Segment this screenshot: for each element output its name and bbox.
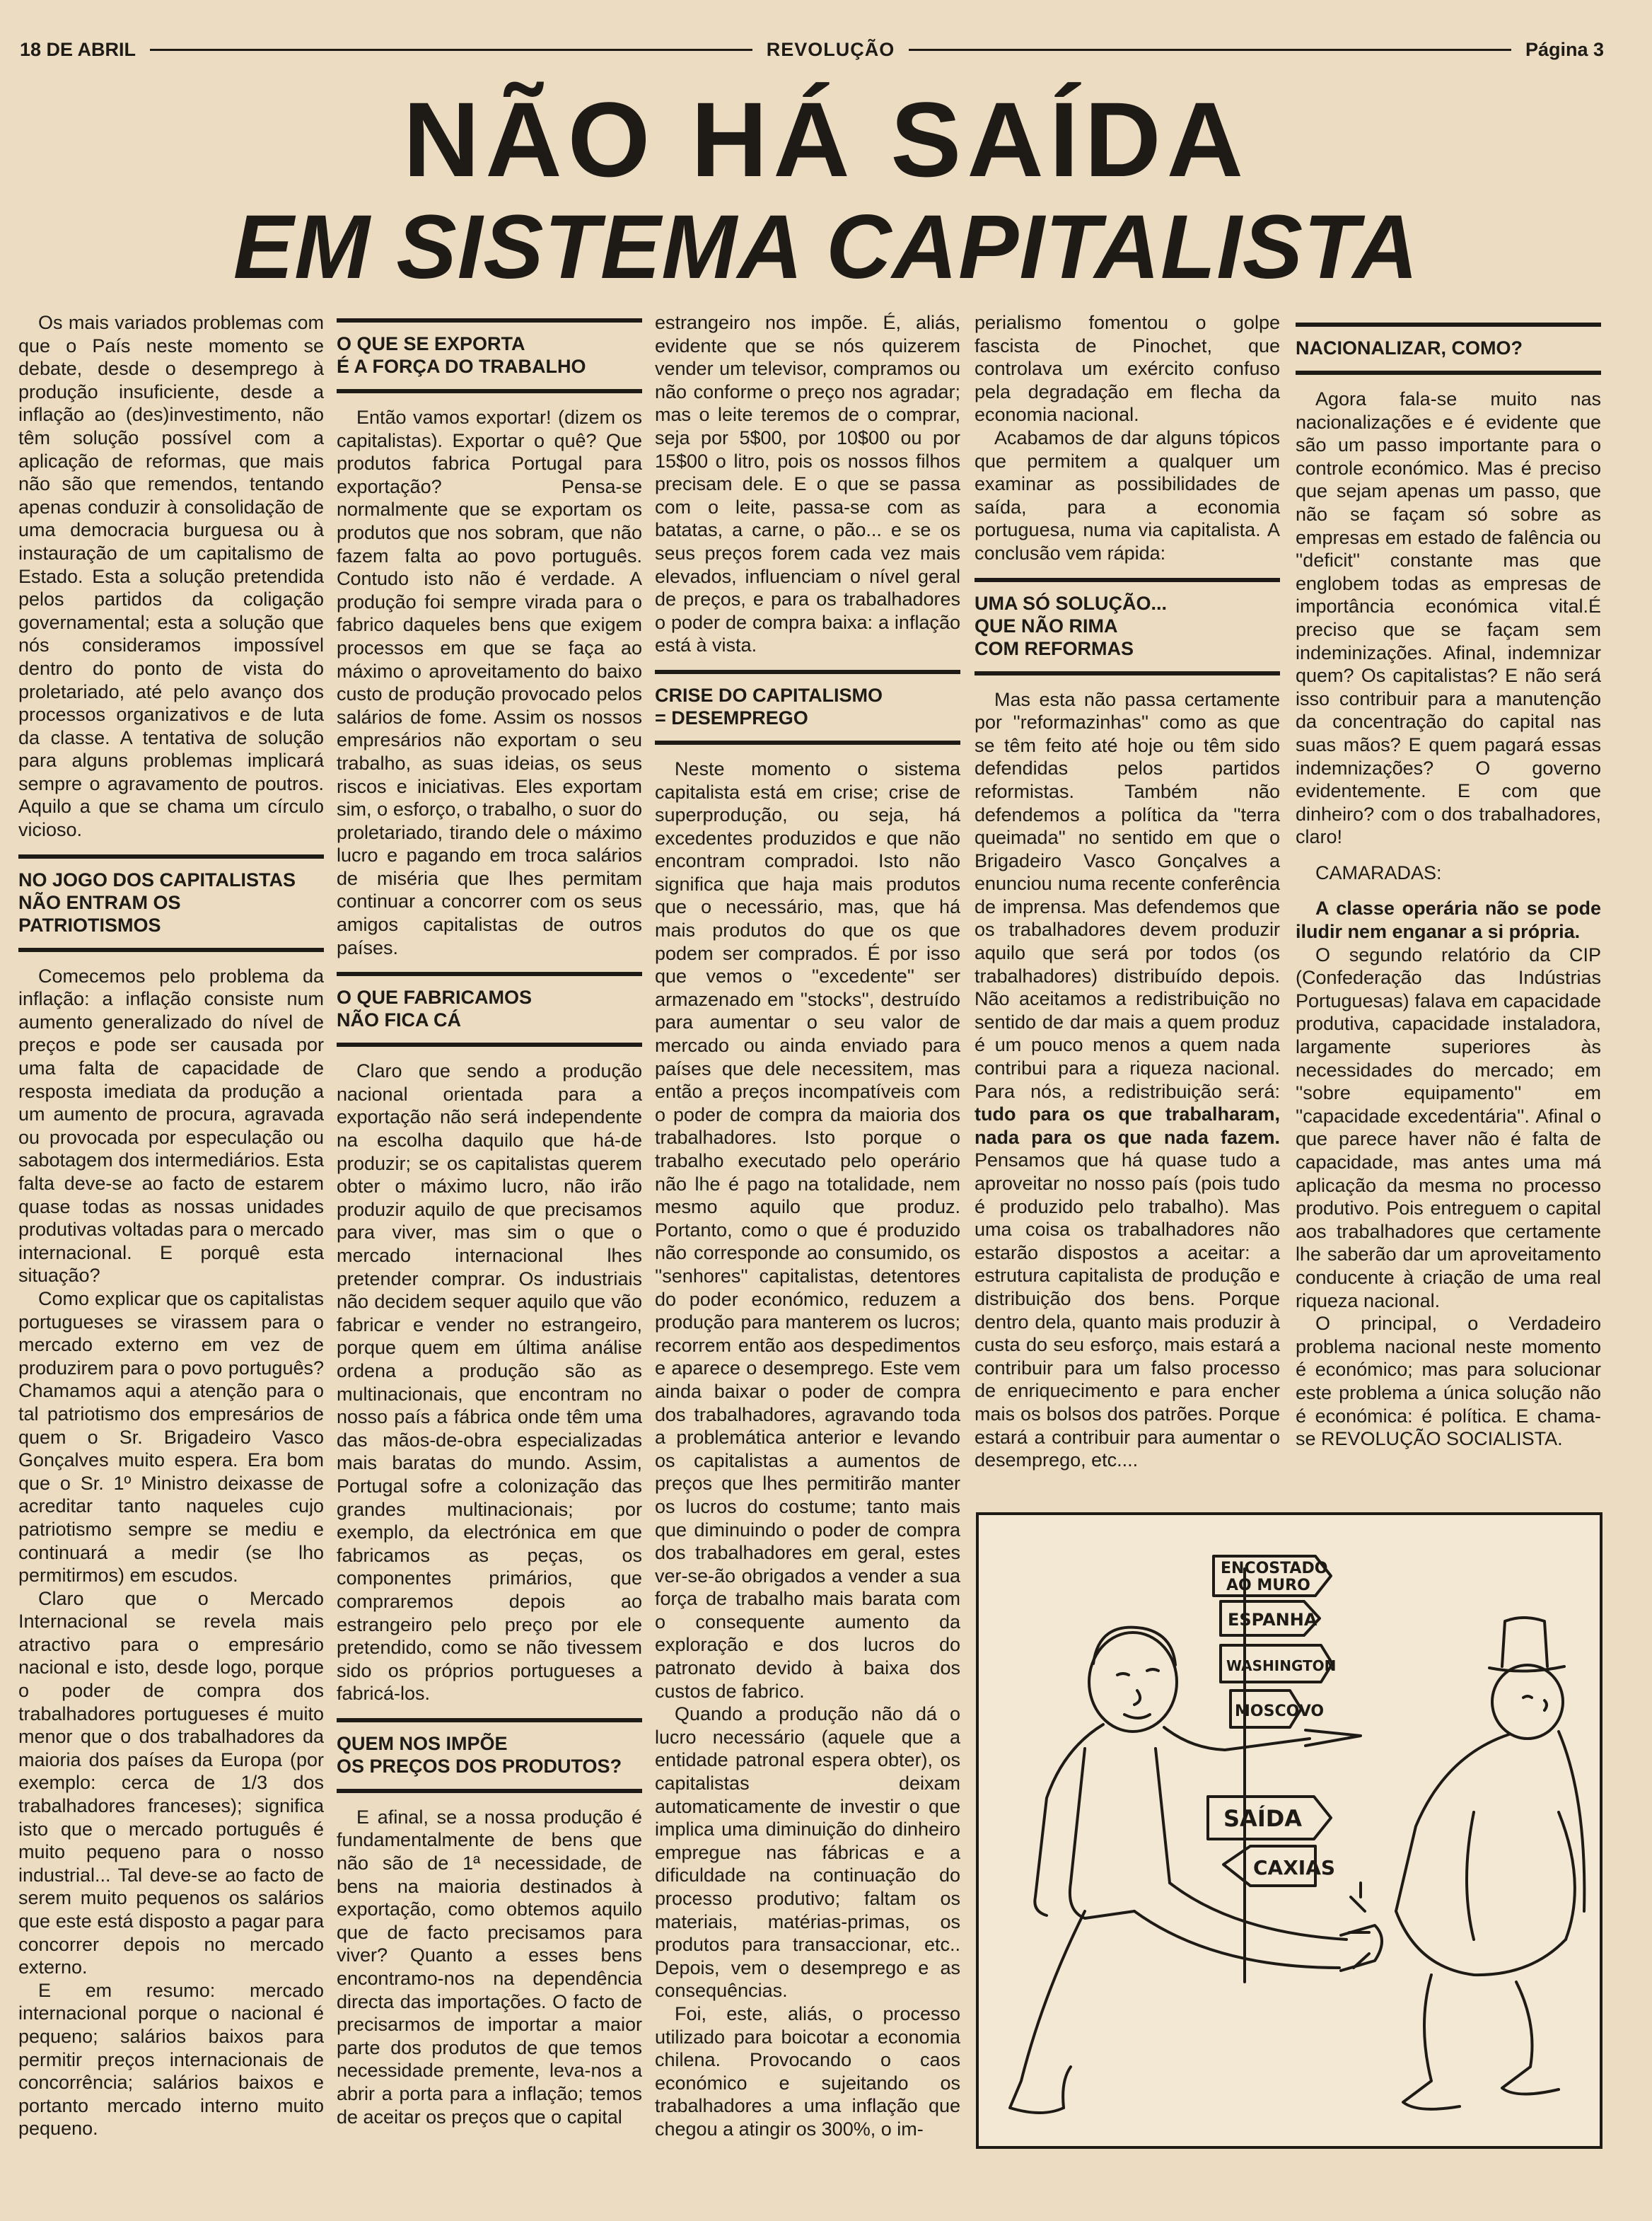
- article-paragraph: Quando a produção não dá o lucro necessário (aquele que a entidade patronal espera obter), os capitalistas deixam automaticamente de investir o que implica uma diminuição do dinheiro empregue nas fábricas e a dificuldade na continuação do processo produtivo; faltam os materiais, matérias-primas, os produtos para transaccionar, etc.. Depois, vem o desemprego e as consequências.: [655, 1703, 960, 2002]
- article-paragraph: O principal, o Verdadeiro problema nacional neste momento é económico; mas para solucionar este problema a única solução não é económica: é política. E chama-se REVOLUÇÃO SOCIALISTA.: [1296, 1313, 1601, 1450]
- impact-marks: [1349, 1883, 1369, 1968]
- section-heading-line: COM REFORMAS: [975, 637, 1134, 659]
- section-heading-crise: [655, 670, 960, 745]
- header-rule-left: [150, 49, 752, 51]
- article-paragraph: Foi, este, aliás, o processo utilizado para boicotar a economia chilena. Provocando o caos económico e sujeitando os trabalhadores a uma inflação que chegou a atingir os 300%, o im-: [655, 2002, 960, 2140]
- text-run: Pensamos que há quase tudo a aproveitar no nosso país (pois tudo é produzido pelo trabalho). Mas uma coisa os trabalhadores não estarão dispostos a aceitar: a estrutura capitalista de produção e distribuição dos bens. Porque dentro dela, quanto mais produzir à custa do seu esforço, mais estará a contribuir para um falso processo de enriquecimento e para encher mais os bolsos dos patrões. Porque estará a contribuir para aumentar o desemprego, etc....: [975, 1149, 1280, 1471]
- article-paragraph: [975, 688, 1280, 1472]
- article-paragraph: perialismo fomentou o golpe fascista de Pinochet, que controlava um exército confuso pela degradação em flecha da economia nacional.: [975, 312, 1280, 426]
- column-4: [975, 311, 1280, 1472]
- page-number: Página 3: [1525, 38, 1604, 60]
- section-heading-line: = DESEMPREGO: [655, 707, 808, 729]
- section-heading-exporta: [337, 318, 642, 393]
- section-heading-precos: [337, 1718, 642, 1793]
- article-paragraph: Agora fala-se muito nas nacionalizações e é evidente que são um passo importante para o controle económico. Mas é preciso que sejam apenas um passo, que não se façam só sobre as empresas em estado de falência ou ''deficit'' constante mas que englobem todas as empresas de importância económica vital.É preciso que se façam sem indeminizações. Afinal, indemnizar quem? Os capitalistas? E não será isso contribuir para a manutenção da concentração do capital nas suas mãos? E quem pagará essas indemnizações? O governo evidentemente. E com que dinheiro? com o dos trabalhadores, claro!: [1296, 388, 1601, 848]
- column-3: [655, 311, 960, 2141]
- sign-text: CAXIAS: [1253, 1856, 1336, 1879]
- section-heading-line: QUEM NOS IMPÕE: [337, 1732, 508, 1754]
- section-heading-patriotismo: [18, 854, 324, 952]
- article-paragraph: Neste momento o sistema capitalista está em crise; crise de superprodução, ou seja, há excedentes produzidos e que não encontram compradoi. Isto não significa que haja mais produtos que o necessário, mas, que há mais produtos do que os que podem ser comprados. É por isso que vemos o ''excedente'' ser armazenado em ''stocks'', destruído para aumentar o seu valor de mercado ou ainda enviado para países que dele necessitem, mas então a preços incompatíveis com o poder de compra da maioria dos trabalhadores. Isto porque o trabalho executado pelo operário não lhe é pago na totalidade, nem mesmo aquilo que produz. Portanto, como o que é produzido não corresponde ao consumido, os ''senhores'' capitalistas, detentores do poder económico, reduzem a produção para manterem os lucros; recorrem então aos despedimentos e aparece o desemprego. Este vem ainda baixar o poder de compra dos trabalhadores, agravando toda a problemática anterior e levando os capitalistas a aumentos de preços que lhes permitirão manter os lucros do costume; tanto mais que diminuindo o poder de compra dos trabalhadores em geral, estes ver-se-ão obrigados a vender a sua força de trabalho mais barata com o consequente aumento da exploração e dos lucros do patronato devido à baixa dos custos de fabrico.: [655, 758, 960, 1702]
- section-heading-line: NO JOGO DOS CAPITALISTAS: [18, 869, 296, 891]
- section-heading-line: NACIONALIZAR, COMO?: [1296, 337, 1523, 359]
- article-paragraph: O segundo relatório da CIP (Confederação das Indústrias Portuguesas) falava em capacidade produtiva, capacidade instaladora, largamente superiores às necessidades do mercado; em ''sobre equipamento'' em ''capacidade excedentária''. Afinal o que parece haver não é falta de capacidade, mas antes uma má aplicação da mesma no processo produtivo. Pois entreguem o capital aos trabalhadores que certamente lhe saberão dar um aproveitamento conducente à criação de uma real riqueza nacional.: [1296, 944, 1601, 1311]
- article-paragraph: CAMARADAS:: [1315, 862, 1442, 883]
- section-heading-line: UMA SÓ SOLUÇÃO...: [975, 592, 1168, 614]
- column-5: [1296, 311, 1601, 1451]
- sign-text: AO MURO: [1226, 1577, 1310, 1594]
- article-paragraph: Acabamos de dar alguns tópicos que permitem a qualquer um examinar as possibilidades de saída, para a economia portuguesa, numa via capitalista. A conclusão vem rápida:: [975, 427, 1280, 564]
- emphasis-text: tudo para os que trabalharam, nada para os que nada fazem.: [975, 1103, 1280, 1148]
- section-heading-solucao: [975, 578, 1280, 675]
- article-paragraph: E em resumo: mercado internacional porque o nacional é pequeno; salários baixos para permitir preços internacionais de concorrência; salários baixos e portanto mercado interno muito pequeno.: [18, 1979, 324, 2140]
- article-paragraph: Então vamos exportar! (dizem os capitalistas). Exportar o quê? Que produtos fabrica Portugal para exportação? Pensa-se normalmente que se exportam os produtos que nos sobram, que não fazem falta ao povo português. Contudo isto não é verdade. A produção foi sempre virada para o fabrico daqueles bens que exigem processos em que se faça ao máximo o aproveitamento do baixo custo de produção provocado pelos salários de fome. Assim os nossos empresários não exportam o seu trabalho, as suas ideias, os seus riscos e iniciativas. Eles exportam sim, o esforço, o trabalho, o suor do proletariado, tirando dele o máximo lucro e pagando em troca salários de miséria que lhes permitam continuar a concorrer com os seus amigos capitalistas de outros países.: [337, 407, 642, 958]
- section-heading-fabricamos: [337, 972, 642, 1047]
- article-paragraph: Claro que sendo a produção nacional orientada para a exportação não será independente na escolha daquilo que há-de produzir; se os capitalistas querem obter o máximo lucro, não irão produzir aquilo de que precisamos para viver, mas sim o que o mercado internacional lhes pretender comprar. Os industriais não decidem sequer aquilo que vão fabricar e vender no estrangeiro, porque quem em última análise ordena a produção são as multinacionais, que encontram no nosso país a fábrica onde têm uma das mãos-de-obra especializadas mais baratas do mundo. Assim, Portugal sofre a colonização das grandes multinacionais; por exemplo, da electrónica em que fabricamos as peças, os componentes primários, que compraremos depois ao estrangeiro pelo preço por ele pretendido, como se não tivessem sido os próprios portugueses a fabricá-los.: [337, 1060, 642, 1705]
- section-heading-line: QUE NÃO RIMA: [975, 615, 1118, 637]
- sign-text: ESPANHA: [1228, 1610, 1317, 1630]
- cartoon-illustration: [976, 1512, 1602, 2149]
- article-paragraph: Comecemos pelo problema da inflação: a inflação consiste num aumento generalizado do nível de preços e pode ser causada por uma falta de capacidade de resposta imediata da produção a um aumento de procura, agravada ou provocada por especulação ou sabotagem dos intermediários. Esta falta deve-se ao facto de estarem quase todas as nossas unidades produtivas voltadas para o mercado internacional. E porquê esta situação?: [18, 965, 324, 1287]
- page-header: [20, 35, 1604, 64]
- headline-line-1: NÃO HÁ SAÍDA: [402, 80, 1250, 199]
- article-paragraph: Os mais variados problemas com que o País neste momento se debate, desde o desemprego à produção insuficiente, desde a inflação ao (des)investimento, não têm solução possível com a aplicação de reformas, que mais não são que remendos, tentando apenas conduzir à consolidação de uma democracia burguesa ou à instauração de um capitalismo de Estado. Esta a solução pretendida pelos partidos da coligação governamental; esta a solução que nós consideramos impossível dentro do ponto de vista do proletariado, até pelo avanço dos processos organizativos e de luta da classe. A tentativa de solução para alguns problemas implicará sempre o agravamento de poutros. Aquilo a que se chama um círculo vicioso.: [18, 312, 324, 841]
- section-heading-line: É A FORÇA DO TRABALHO: [337, 356, 586, 377]
- emphasis-paragraph: A classe operária não se pode iludir nem enganar a si própria.: [1296, 898, 1601, 943]
- section-heading-line: OS PREÇOS DOS PRODUTOS?: [337, 1755, 622, 1777]
- sign-text: WASHINGTON: [1226, 1657, 1337, 1674]
- article-paragraph: E afinal, se a nossa produção é fundamentalmente de bens que não são de 1ª necessidade, de bens na maioria destinados à exportação, como obtemos aquilo que de facto precisamos para viver? Quanto a esses bens encontramo-nos na dependência directa das importações. O facto de precisarmos de importar a maior parte dos produtos de que temos necessidade premente, leva-nos a abrir a porta para a inflação; temos de aceitar os preços que o capital: [337, 1806, 642, 2128]
- cartoon-drawing: [979, 1515, 1600, 2146]
- section-heading-line: O QUE SE EXPORTA: [337, 333, 525, 354]
- section-heading-line: NÃO FICA CÁ: [337, 1009, 461, 1031]
- section-heading-line: CRISE DO CAPITALISMO: [655, 684, 883, 706]
- column-2: [337, 311, 642, 2128]
- section-heading-line: O QUE FABRICAMOS: [337, 987, 533, 1009]
- article-paragraph: estrangeiro nos impõe. É, aliás, evidente que se nós quizerem vender um televisor, compramos ou não conforme o preço nos agradar; mas o leite teremos de o comprar, seja por 5$00, por 10$00 ou por 15$00 o litro, pois os nossos filhos precisam dele. E o que se passa com o leite, passa-se com as batatas, a carne, o pão... e se os seus preços forem cada vez mais elevados, influenciam o nível geral de preços, e para os trabalhadores o poder de compra baixa: a inflação está à vista.: [655, 312, 960, 656]
- column-1: [18, 311, 324, 2140]
- sign-text: MOSCOVO: [1235, 1703, 1325, 1720]
- figure-top-hat-man: [1396, 1618, 1584, 2109]
- newspaper-name: REVOLUÇÃO: [766, 38, 895, 60]
- issue-date: 18 DE ABRIL: [20, 38, 136, 60]
- headline-line-2: EM SISTEMA CAPITALISTA: [233, 197, 1419, 298]
- sign-text: SAÍDA: [1223, 1805, 1303, 1832]
- text-run: Mas esta não passa certamente por ''reformazinhas'' como as que se têm feito até hoje ou têm sido defendidas pelos partidos reformistas. Também não defendemos a política da ''terra queimada'' no sentido em que o Brigadeiro Vasco Gonçalves a enunciou numa recente conferência de imprensa. Mas defendemos que os trabalhadores devem produzir aquilo que será por todos (os trabalhadores) distribuído depois. Não aceitamos a redistribuição no sentido de dar mais a quem produz é um pouco menos a quem nada contribui para a riqueza nacional. Para nós, a redistribuição será:: [975, 688, 1280, 1102]
- section-heading-line: NÃO ENTRAM OS PATRIOTISMOS: [18, 891, 181, 936]
- header-rule-right: [909, 49, 1511, 51]
- sign-text: ENCOSTADO: [1221, 1560, 1328, 1577]
- article-paragraph: Como explicar que os capitalistas portugueses se virassem para o mercado externo em vez de produzirem para o povo português? Chamamos aqui a atenção para o tal patriotismo dos empresários de quem o Sr. Brigadeiro Vasco Gonçalves muito espera. Era bom que o Sr. 1º Ministro deixasse de acreditar tanto naqueles cujo patriotismo sempre se mediu e continuará a medir (se lho permitirmos) em escudos.: [18, 1287, 324, 1587]
- main-headline: [0, 80, 1652, 298]
- section-heading-nacionalizar: [1296, 323, 1601, 375]
- article-paragraph: Claro que o Mercado Internacional se revela mais atractivo para o empresário nacional e isto, desde logo, porque o poder de compra dos trabalhadores portugueses é muito menor que o dos trabalhadores da maioria dos países da Europa (por exemplo: cerca de 1/3 dos trabalhadores franceses); significa isto que o mercado português é muito pequeno para o nosso industrial... Tal deve-se ao facto de serem muito pequenos os salários que este está disposto a pagar para concorrer depois no mercado externo.: [18, 1587, 324, 1978]
